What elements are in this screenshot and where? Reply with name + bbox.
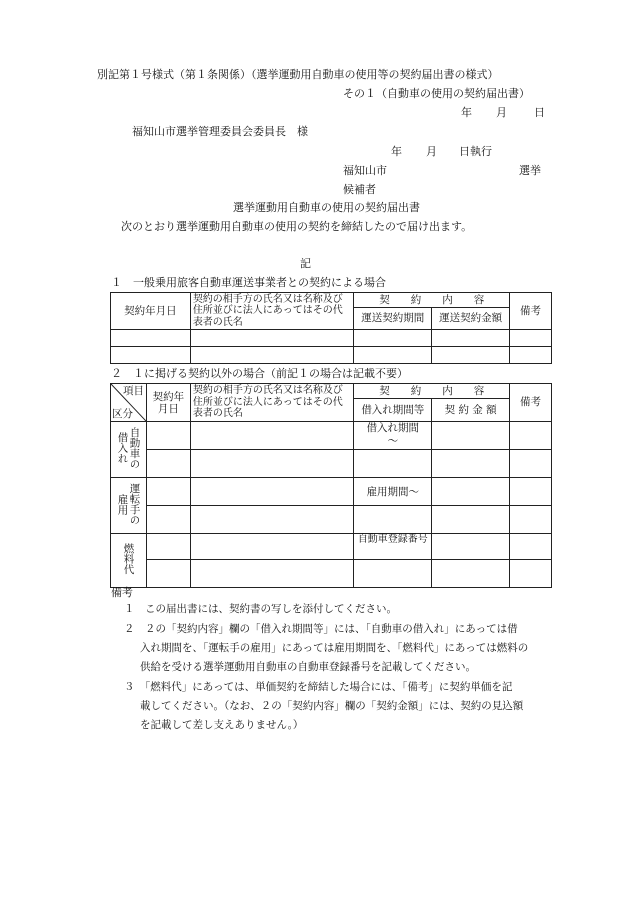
s2-row-fuel — [111, 534, 552, 560]
s1-col-party: 契約の相手方の氏名又は名称及び住所並びに法人にあってはその代表者の氏名 — [190, 293, 354, 330]
s2-row3-period: 自動車登録番号 — [354, 534, 432, 560]
s2-col-party: 契約の相手方の氏名又は名称及び住所並びに法人にあってはその代表者の氏名 — [190, 384, 354, 422]
date-day: 日 — [534, 106, 545, 119]
note-3-line-2: 載してください。（なお、２の「契約内容」欄の「契約金額」には、契約の見込額 — [140, 700, 524, 712]
candidate-label: 候補者 — [343, 183, 376, 196]
exec-day: 日執行 — [459, 145, 492, 158]
s1-row-2 — [111, 347, 552, 364]
s2-row-driver-2 — [111, 506, 552, 534]
date-year: 年 — [461, 106, 472, 119]
s1-col-period: 運送契約期間 — [354, 308, 432, 330]
notes-heading: 備考 — [111, 586, 133, 599]
note-3-line-3: を記載して差し支えありません。） — [140, 719, 304, 731]
s2-col-remarks: 備考 — [510, 384, 552, 422]
ki-marker: 記 — [300, 257, 311, 270]
s1-col-contract: 契 約 内 容 — [354, 293, 510, 308]
date-month: 月 — [496, 106, 507, 119]
note-1: １ この届出書には、契約書の写しを添付してください。 — [124, 603, 397, 615]
s2-row-vehicle — [111, 422, 552, 450]
s2-col-contract: 契 約 内 容 — [354, 384, 510, 399]
s2-col-item: 項目 — [122, 385, 144, 397]
s2-col-amount: 契 約 金 額 — [432, 399, 510, 422]
section2-heading: ２ １に掲げる契約以外の場合（前記１の場合は記載不要） — [111, 367, 408, 380]
s2-row3-label: 燃料代 — [111, 534, 147, 588]
note-2-line-3: 供給を受ける選挙運動用自動車の自動車登録番号を記載してください。 — [140, 661, 476, 673]
section2-table — [110, 383, 552, 588]
s2-row1-period: 借入れ期間 ～ — [354, 422, 432, 450]
city-name: 福知山市 — [343, 164, 387, 177]
s2-row-driver — [111, 478, 552, 506]
election-label: 選挙 — [519, 164, 541, 177]
s1-col-amount: 運送契約金額 — [432, 308, 510, 330]
note-2-line-2: 入れ期間を、「運転手の雇用」にあっては雇用期間を、「燃料代」にあっては燃料の — [140, 642, 529, 654]
s1-col-remarks: 備考 — [510, 293, 552, 330]
s1-col-date: 契約年月日 — [111, 293, 191, 330]
exec-month: 月 — [426, 145, 437, 158]
sub-title: その１（自動車の使用の契約届出書） — [343, 87, 530, 100]
section1-heading: １ 一般乗用旅客自動車運送事業者との契約による場合 — [111, 276, 386, 289]
s2-col-division: 区分 — [112, 407, 133, 420]
section1-table — [110, 292, 552, 364]
s2-col-period: 借入れ期間等 — [354, 399, 432, 422]
addressee: 福知山市選挙管理委員会委員長 様 — [132, 125, 308, 138]
s2-row1-label: 自動車の借入れ — [111, 422, 147, 478]
s2-row2-period: 雇用期間～ — [354, 478, 432, 506]
exec-year: 年 — [391, 145, 402, 158]
s2-col-date: 契約年月日 — [146, 384, 190, 422]
s2-row-fuel-2 — [111, 560, 552, 588]
note-2-line-1: ２ ２の「契約内容」欄の「借入れ期間等」には、「自動車の借入れ」にあっては借 — [124, 623, 518, 635]
intro-text: 次のとおり選挙運動用自動車の使用の契約を締結したので届け出ます。 — [121, 220, 473, 233]
s1-row-1 — [111, 330, 552, 347]
s2-row2-label: 運転手の雇用 — [111, 478, 147, 534]
note-3-line-1: ３ 「燃料代」にあっては、単価契約を締結した場合には、「備考」に契約単価を記 — [124, 681, 513, 693]
s2-corner-cell — [111, 384, 147, 422]
document-title: 選挙運動用自動車の使用の契約届出書 — [233, 201, 420, 214]
form-title: 別記第１号様式（第１条関係）（選挙運動用自動車の使用等の契約届出書の様式） — [97, 68, 499, 81]
s2-row-vehicle-2 — [111, 449, 552, 478]
